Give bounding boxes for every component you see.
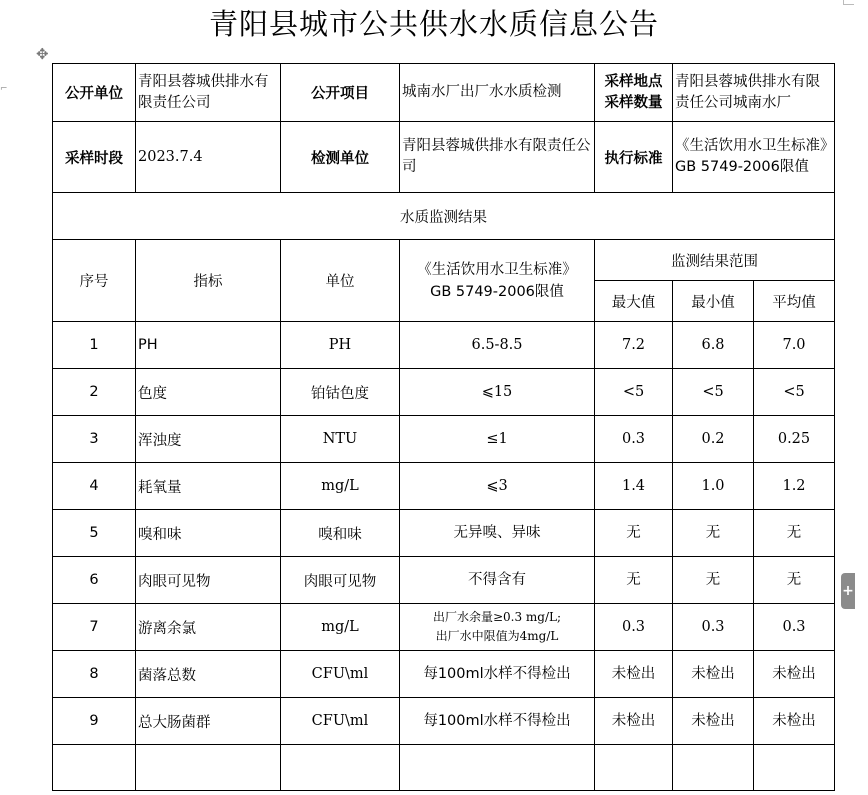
test-unit-value: 青阳县蓉城供排水有限责任公司 — [400, 122, 595, 193]
col-limit-line1: 《生活饮用水卫生标准》 — [417, 261, 577, 278]
row-min: <5 — [673, 369, 754, 416]
standard-value: 《生活饮用水卫生标准》GB 5749-2006限值 — [673, 122, 835, 193]
row-max: 未检出 — [595, 698, 673, 745]
notice-table — [52, 63, 835, 791]
row-max: 0.3 — [595, 416, 673, 463]
row-limit: 不得含有 — [400, 557, 595, 604]
row-unit: mg/L — [281, 463, 400, 510]
row-limit: ⩽15 — [400, 369, 595, 416]
empty-cell — [595, 745, 673, 791]
col-index: 序号 — [53, 240, 136, 322]
empty-cell — [281, 745, 400, 791]
row-unit: 肉眼可见物 — [281, 557, 400, 604]
row-indicator: 游离余氯 — [136, 604, 281, 651]
empty-cell — [53, 745, 136, 791]
row-avg: 0.25 — [754, 416, 835, 463]
row-indicator: 耗氧量 — [136, 463, 281, 510]
time-label: 采样时段 — [53, 122, 136, 193]
row-index: 5 — [53, 510, 136, 557]
project-label: 公开项目 — [281, 64, 400, 122]
row-unit: CFU\ml — [281, 698, 400, 745]
page-title: 青阳县城市公共供水水质信息公告 — [208, 7, 659, 41]
test-unit-label: 检测单位 — [281, 122, 400, 193]
row-index: 7 — [53, 604, 136, 651]
row-limit: 每100ml水样不得检出 — [400, 651, 595, 698]
row-max: 7.2 — [595, 322, 673, 369]
row-limit: ≤1 — [400, 416, 595, 463]
row-max: 无 — [595, 557, 673, 604]
col-range: 监测结果范围 — [595, 240, 835, 281]
row-max: 0.3 — [595, 604, 673, 651]
table-row — [53, 698, 835, 745]
row-unit: 嗅和味 — [281, 510, 400, 557]
row-unit: NTU — [281, 416, 400, 463]
row-max: 无 — [595, 510, 673, 557]
empty-cell — [136, 745, 281, 791]
empty-cell — [400, 745, 595, 791]
row-index: 4 — [53, 463, 136, 510]
row-index: 3 — [53, 416, 136, 463]
row-limit: 每100ml水样不得检出 — [400, 698, 595, 745]
move-icon[interactable]: ✥ — [36, 45, 49, 63]
site-label — [595, 64, 673, 122]
table-row — [53, 322, 835, 369]
table-row — [53, 510, 835, 557]
row-avg: 0.3 — [754, 604, 835, 651]
table-row — [53, 463, 835, 510]
row-avg: 未检出 — [754, 651, 835, 698]
row-unit: 铂钴色度 — [281, 369, 400, 416]
row-min: 未检出 — [673, 698, 754, 745]
row-indicator: 肉眼可见物 — [136, 557, 281, 604]
table-row — [53, 651, 835, 698]
row-avg: 7.0 — [754, 322, 835, 369]
row-indicator: 浑浊度 — [136, 416, 281, 463]
empty-row — [53, 745, 835, 791]
col-unit: 单位 — [281, 240, 400, 322]
site-value: 青阳县蓉城供排水有限责任公司城南水厂 — [673, 64, 835, 122]
col-min: 最小值 — [673, 281, 754, 322]
page-corner-marker — [843, 0, 854, 5]
col-avg: 平均值 — [754, 281, 835, 322]
results-title-row — [53, 193, 835, 240]
row-index: 2 — [53, 369, 136, 416]
empty-cell — [754, 745, 835, 791]
row-indicator: 嗅和味 — [136, 510, 281, 557]
table-row — [53, 416, 835, 463]
table-row — [53, 369, 835, 416]
row-unit: PH — [281, 322, 400, 369]
info-row-2 — [53, 122, 835, 193]
row-limit: 6.5-8.5 — [400, 322, 595, 369]
standard-label: 执行标准 — [595, 122, 673, 193]
row-limit: 出厂水余量≥0.3 mg/L; 出厂水中限值为4mg/L — [400, 604, 595, 651]
row-avg: 未检出 — [754, 698, 835, 745]
row-unit: mg/L — [281, 604, 400, 651]
row-limit: 无异嗅、异味 — [400, 510, 595, 557]
time-value: 2023.7.4 — [136, 122, 281, 193]
row-indicator: 菌落总数 — [136, 651, 281, 698]
row-min: 0.3 — [673, 604, 754, 651]
row-index: 6 — [53, 557, 136, 604]
info-row-1 — [53, 64, 835, 122]
row-avg: <5 — [754, 369, 835, 416]
row-avg: 无 — [754, 510, 835, 557]
row-limit: ⩽3 — [400, 463, 595, 510]
margin-marker: ⌐ — [0, 84, 8, 94]
row-index: 1 — [53, 322, 136, 369]
column-header-row — [53, 240, 835, 281]
col-limit-line2: GB 5749-2006限值 — [430, 283, 564, 300]
row-max: 未检出 — [595, 651, 673, 698]
row-min: 无 — [673, 510, 754, 557]
col-indicator: 指标 — [136, 240, 281, 322]
table-row — [53, 557, 835, 604]
row-min: 无 — [673, 557, 754, 604]
site-label-1: 采样地点 — [604, 73, 663, 90]
row-avg: 1.2 — [754, 463, 835, 510]
site-label-2: 采样数量 — [604, 94, 663, 111]
col-limit — [400, 240, 595, 322]
unit-value: 青阳县蓉城供排水有限责任公司 — [136, 64, 281, 122]
unit-label: 公开单位 — [53, 64, 136, 122]
row-max: 1.4 — [595, 463, 673, 510]
row-min: 6.8 — [673, 322, 754, 369]
results-title: 水质监测结果 — [53, 193, 835, 240]
row-min: 0.2 — [673, 416, 754, 463]
row-indicator: 总大肠菌群 — [136, 698, 281, 745]
table-row — [53, 604, 835, 651]
row-index: 8 — [53, 651, 136, 698]
row-avg: 无 — [754, 557, 835, 604]
project-value: 城南水厂出厂水水质检测 — [400, 64, 595, 122]
row-indicator: 色度 — [136, 369, 281, 416]
row-min: 未检出 — [673, 651, 754, 698]
plus-icon[interactable]: + — [841, 573, 855, 609]
row-unit: CFU\ml — [281, 651, 400, 698]
empty-cell — [673, 745, 754, 791]
row-max: <5 — [595, 369, 673, 416]
row-min: 1.0 — [673, 463, 754, 510]
row-index: 9 — [53, 698, 136, 745]
row-indicator: PH — [136, 322, 281, 369]
col-max: 最大值 — [595, 281, 673, 322]
